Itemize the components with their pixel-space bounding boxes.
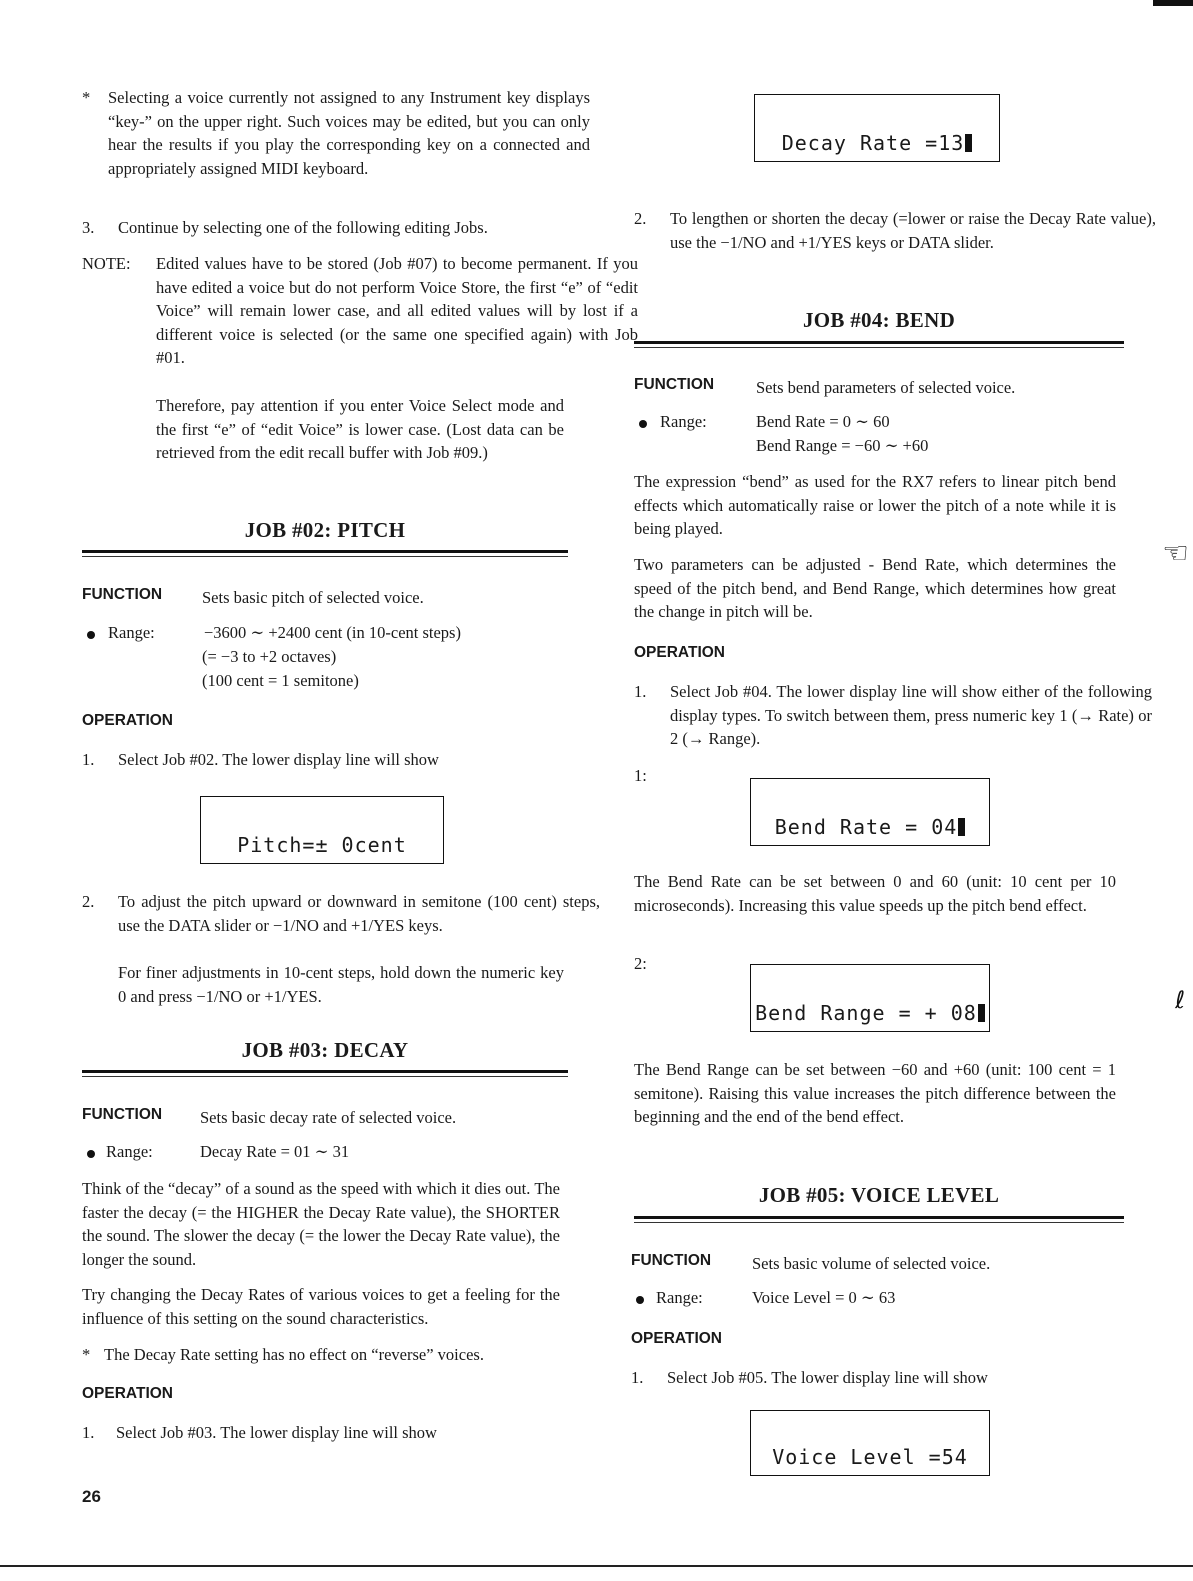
job-05-rule-thin [634, 1222, 1124, 1223]
job-02-range-line-2: (= −3 to +2 octaves) [202, 647, 337, 666]
job-03-rule-thin [82, 1076, 568, 1077]
job-02-function-text: Sets basic pitch of selected voice. [202, 588, 424, 607]
scan-edge-mark-top-icon: ☜ [1162, 536, 1189, 571]
job-04-title: JOB #04: BEND [802, 308, 956, 332]
job-03-para-1: Think of the “decay” of a sound as the speed with which it dies out. The faster the decay (= the HIGHER the Decay Rate value), the SHORTER the sound. The slower the decay (= the lower the Decay Rate value), the longer the sound. [82, 1179, 560, 1269]
cursor-block [958, 818, 965, 836]
job-05-range-label: Range: [656, 1288, 703, 1307]
decay-display [754, 94, 1000, 162]
job-03-operation-label: OPERATION [82, 1385, 173, 1402]
bend-range-display-value: Bend Range = + 08 [755, 1001, 977, 1025]
bend-rate-display-value: Bend Rate = 04 [774, 815, 958, 839]
job-04-function-label: FUNCTION [634, 376, 715, 393]
job-02-step-1-text: Select Job #02. The lower display line will show [118, 750, 439, 769]
note-text-2: Therefore, pay attention if you enter Voice Select mode and the first “e” of “edit Voice” is lower case. (Lost data can be retrieved from the edit recall buffer with Job #09.) [156, 396, 564, 462]
job-03-function-label: FUNCTION [82, 1106, 163, 1123]
job-02-operation-label: OPERATION [82, 712, 173, 729]
decay-step-2 [634, 207, 1156, 254]
note-label: NOTE: [82, 254, 131, 273]
bend-range-display [750, 964, 990, 1032]
job-05-step-1-text: Select Job #05. The lower display line will show [667, 1368, 988, 1387]
bend-rate-display [750, 778, 990, 846]
job-03-step-1-number: 1. [82, 1423, 95, 1442]
job-05-range-bullet [636, 1296, 644, 1304]
case-1-text: The Bend Rate can be set between 0 and 60 (unit: 10 cent per 10 microseconds). Increasing this value speeds up the pitch bend effect. [634, 872, 1116, 915]
note-star: * [82, 88, 91, 107]
job-05-step-1-number: 1. [631, 1368, 644, 1387]
job-02-range-line-3: (100 cent = 1 semitone) [202, 671, 359, 690]
job-03-note [82, 1343, 564, 1367]
decay-display-text [755, 131, 999, 155]
bend-rate-display-text [751, 815, 989, 839]
job-05-title: JOB #05: VOICE LEVEL [758, 1183, 1000, 1207]
job-02-step-2b: For finer adjustments in 10-cent steps, hold down the numeric key 0 and press −1/NO or +1/YES. [118, 963, 564, 1006]
job-03-para-2: Try changing the Decay Rates of various voices to get a feeling for the influence of this setting on the sound characteristics. [82, 1285, 560, 1328]
job-03-title: JOB #03: DECAY [241, 1038, 409, 1062]
case-1-label: 1: [634, 766, 647, 785]
job-02-range-line-1: −3600 ∼ +2400 cent (in 10-cent steps) [204, 623, 461, 642]
job-02-step-1 [82, 748, 600, 772]
intro-note-text: Selecting a voice currently not assigned to any Instrument key displays “key-” on the upper right. Such voices may be edited, but you can only hear the results if you play the corresponding key on a connected and appropriately assigned MIDI keyboard. [108, 88, 590, 178]
job-04-para-1: The expression “bend” as used for the RX7 refers to linear pitch bend effects which automatically raise or lower the pitch of a note while it is being played. [634, 472, 1116, 538]
job-05-rule [634, 1216, 1124, 1219]
step-3 [82, 216, 600, 240]
job-02-title: JOB #02: PITCH [244, 518, 406, 542]
job-05-step-1 [631, 1366, 1149, 1390]
step-3-text: Continue by selecting one of the following editing Jobs. [118, 218, 488, 237]
job-03-range-label: Range: [106, 1142, 153, 1161]
bend-range-display-text [751, 1001, 989, 1025]
page-bottom-rule [0, 1565, 1193, 1567]
job-03-step-1 [82, 1421, 600, 1445]
cursor-block [978, 1004, 985, 1022]
job-04-range-label: Range: [660, 412, 707, 431]
job-02-step-2-text: To adjust the pitch upward or downward in semitone (100 cent) steps, use the DATA slider or −1/NO and +1/YES keys. [118, 892, 600, 935]
job-02-step-2 [82, 890, 600, 937]
job-02-range-label: Range: [108, 623, 155, 642]
job-03-rule [82, 1070, 568, 1073]
pitch-display [200, 796, 444, 864]
job-03-range-line-1: Decay Rate = 01 ∼ 31 [200, 1142, 350, 1161]
job-03-function-text: Sets basic decay rate of selected voice. [200, 1108, 457, 1127]
job-04-step-1 [634, 680, 1152, 751]
job-02-function-label: FUNCTION [82, 586, 163, 603]
job-03-range-bullet [87, 1150, 95, 1158]
job-04-range-line-1: Bend Rate = 0 ∼ 60 [756, 412, 890, 431]
voice-level-display [750, 1410, 990, 1476]
job-03-note-text: The Decay Rate setting has no effect on “reverse” voices. [104, 1345, 484, 1364]
pitch-display-text: Pitch=± 0cent [237, 833, 407, 857]
job-02-step-2-number: 2. [82, 892, 95, 911]
job-04-function-text: Sets bend parameters of selected voice. [756, 378, 1016, 397]
job-02-step-1-number: 1. [82, 750, 95, 769]
intro-note [82, 86, 590, 180]
job-02-rule [82, 550, 568, 553]
decay-step-2-number: 2. [634, 209, 647, 228]
corner-mark [1153, 0, 1193, 6]
job-04-operation-label: OPERATION [634, 644, 725, 661]
note-text: Edited values have to be stored (Job #07) to become permanent. If you have edited a voice but do not perform Voice Store, the first “e” of “edit Voice” will remain lower case, and all edited values will by lost if a different voice is selected (or the same one specified again) with Job #01. [156, 254, 638, 367]
job-02-rule-thin [82, 556, 568, 557]
job-03-note-star: * [82, 1345, 91, 1364]
job-02-range-bullet [87, 631, 95, 639]
cursor-block [965, 134, 972, 152]
job-04-step-1-number: 1. [634, 682, 647, 701]
case-2-label: 2: [634, 954, 647, 973]
job-05-function-label: FUNCTION [631, 1252, 712, 1269]
job-05-range-line-1: Voice Level = 0 ∼ 63 [752, 1288, 896, 1307]
voice-level-display-text: Voice Level =54 [772, 1445, 968, 1469]
decay-display-value: Decay Rate =13 [781, 131, 965, 155]
job-05-function-text: Sets basic volume of selected voice. [752, 1254, 991, 1273]
job-04-range-line-2: Bend Range = −60 ∼ +60 [756, 436, 929, 455]
job-04-step-1-text: Select Job #04. The lower display line will show either of the following display types. To switch between them, press numeric key 1 (→ Rate) or 2 (→ Range). [670, 682, 1152, 748]
job-04-rule [634, 341, 1124, 344]
job-04-rule-thin [634, 347, 1124, 348]
job-05-operation-label: OPERATION [631, 1330, 722, 1347]
job-04-para-2: Two parameters can be adjusted - Bend Rate, which determines the speed of the pitch bend, and Bend Range, which determines how great the change in pitch will be. [634, 555, 1116, 621]
scan-edge-mark-bottom-icon: ℓ [1175, 986, 1185, 1014]
decay-step-2-text: To lengthen or shorten the decay (=lower or raise the Decay Rate value), use the −1/NO and +1/YES keys or DATA slider. [670, 209, 1156, 252]
job-04-range-bullet [639, 420, 647, 428]
note-block [82, 252, 638, 370]
case-2-text: The Bend Range can be set between −60 and +60 (unit: 100 cent = 1 semitone). Raising this value increases the pitch difference between the beginning and the end of the bend effect. [634, 1060, 1116, 1126]
step-3-number: 3. [82, 218, 95, 237]
job-03-step-1-text: Select Job #03. The lower display line will show [116, 1423, 437, 1442]
page-number: 26 [82, 1487, 101, 1506]
